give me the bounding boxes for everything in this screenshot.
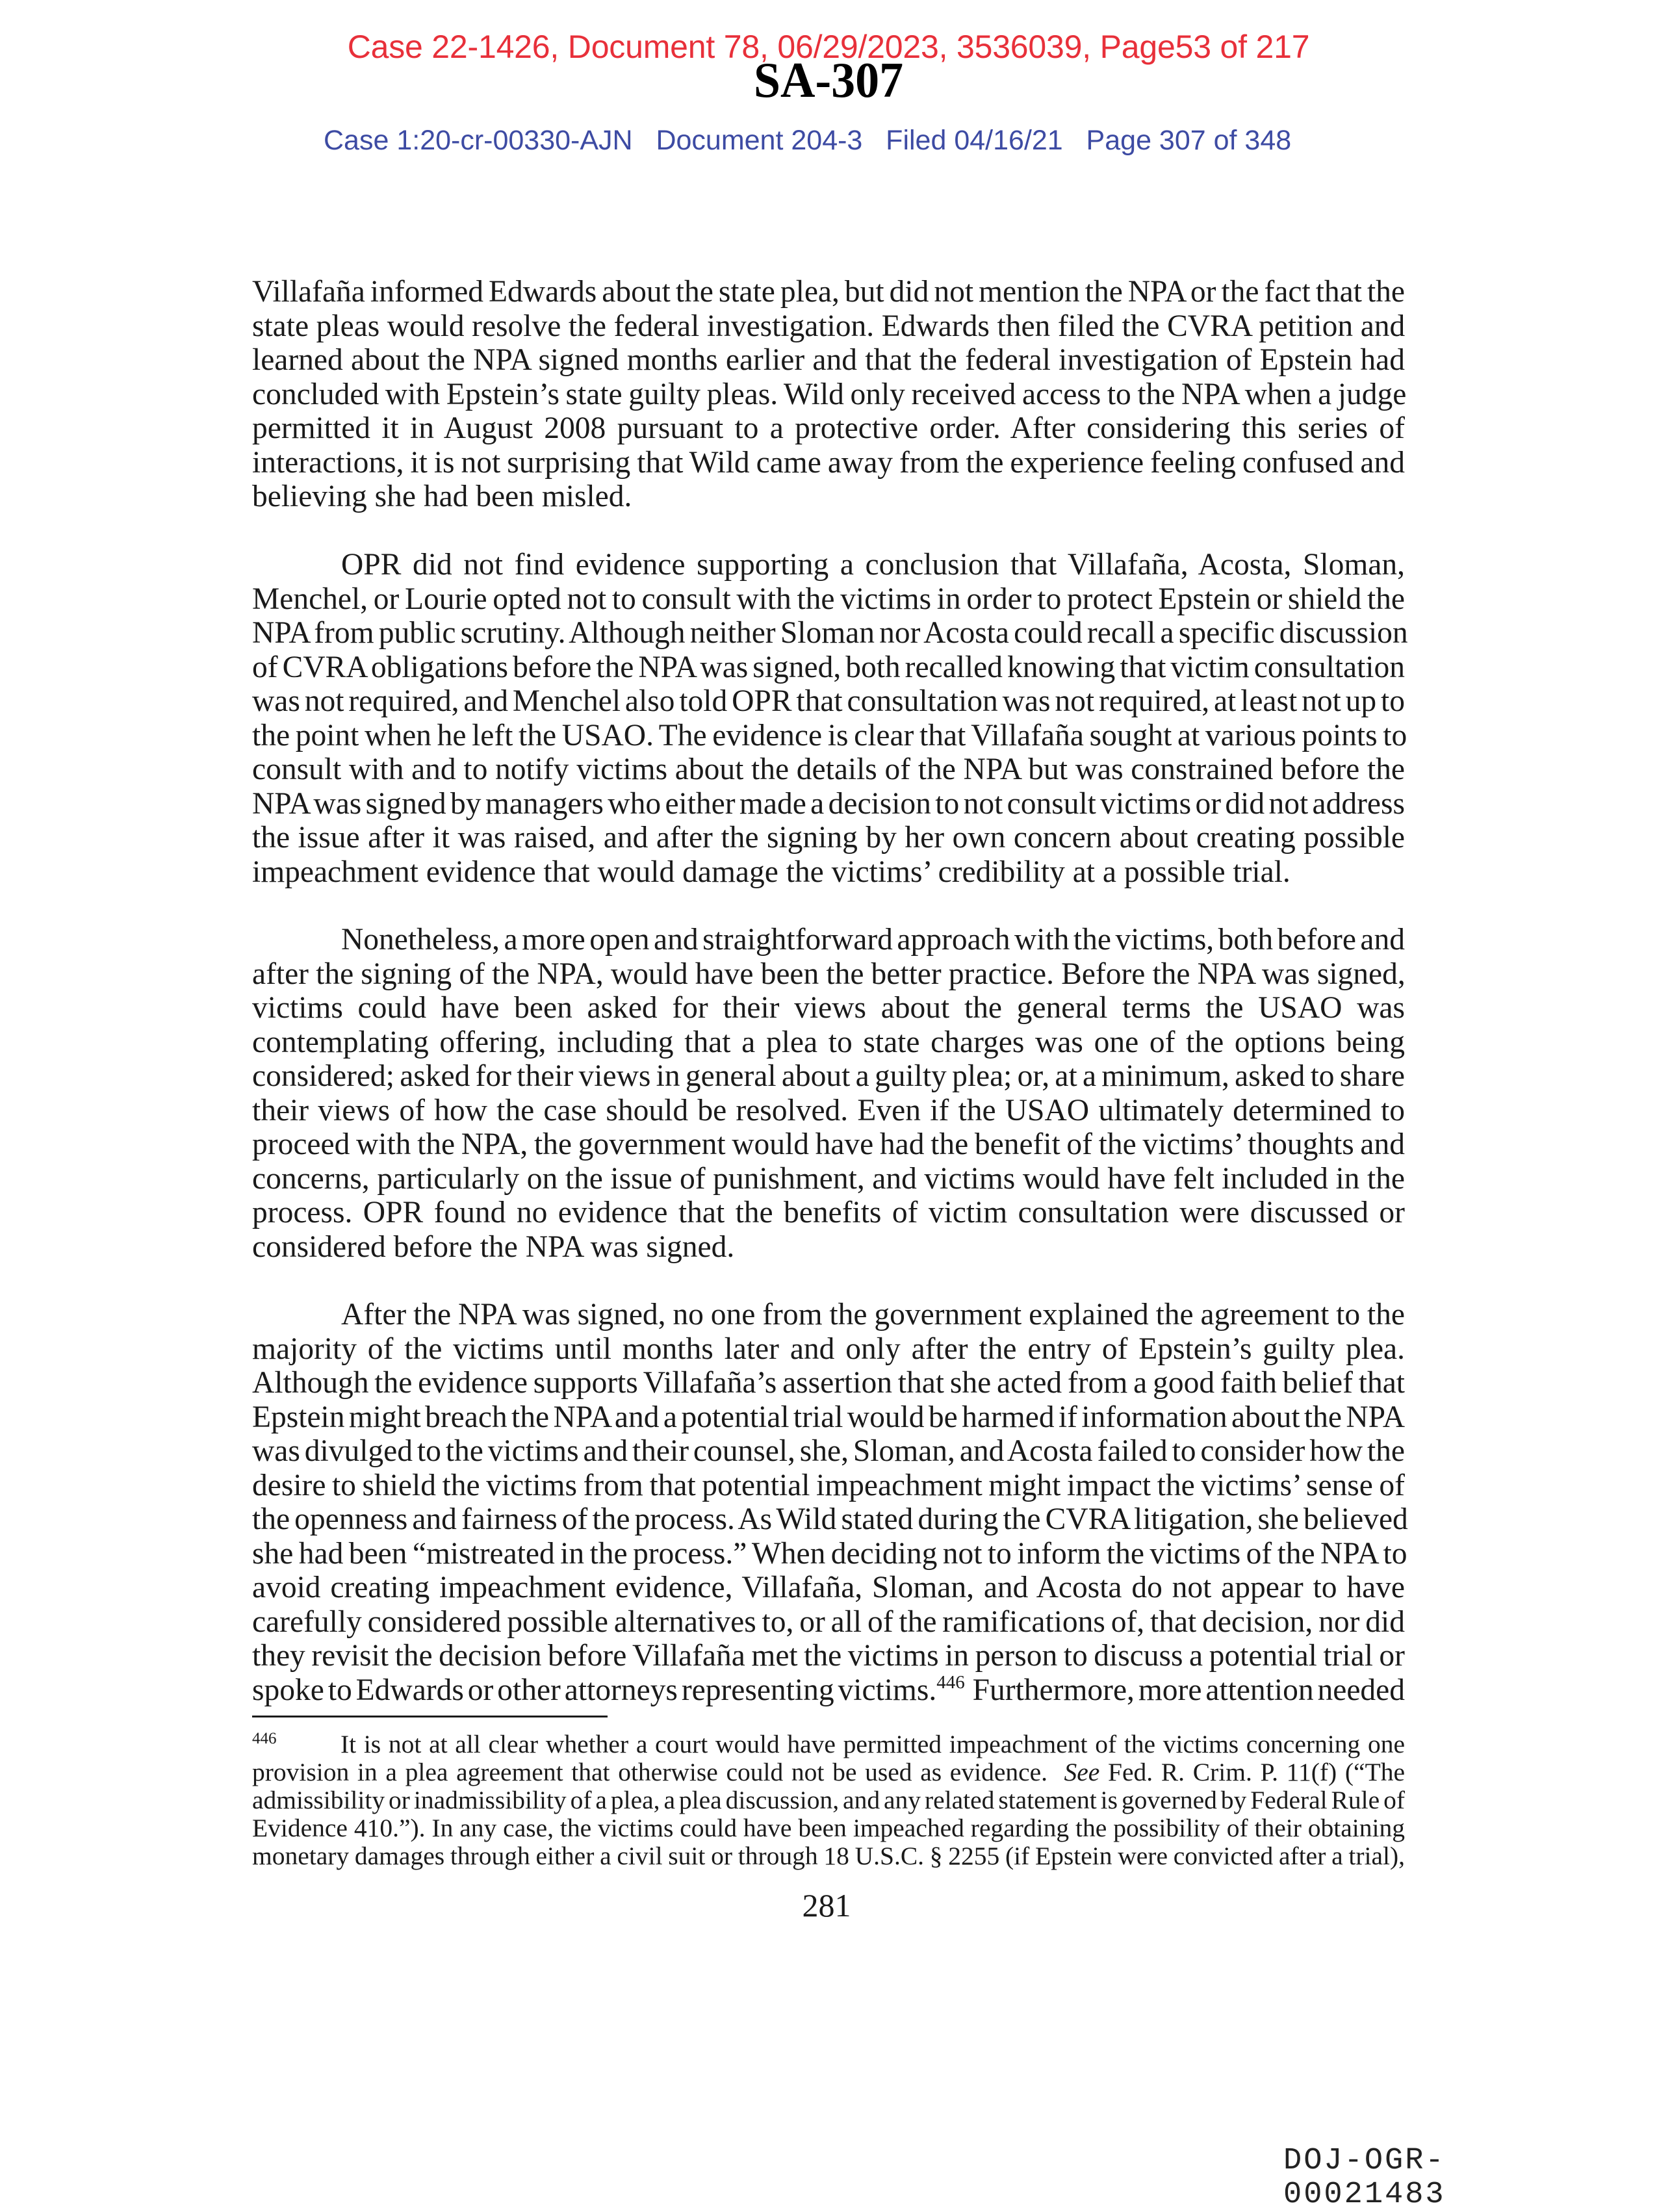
text-line: was not required, and Menchel also told OPR that consultation was not required, at least not up to: [252, 684, 1405, 718]
paragraph: [252, 275, 1405, 514]
text-line: Menchel, or Lourie opted not to consult with the victims in order to protect Epstein or shield the: [252, 582, 1405, 616]
text-line: majority of the victims until months later and only after the entry of Epstein’s guilty plea.: [252, 1331, 1405, 1366]
text-line: concerns, particularly on the issue of punishment, and victims would have felt included in the: [252, 1161, 1405, 1196]
footnote-separator: [252, 1716, 608, 1717]
text-line: concluded with Epstein’s state guilty pleas. Wild only received access to the NPA when a judge: [252, 377, 1407, 411]
text-line: contemplating offering, including that a plea to state charges was one of the options being: [252, 1025, 1405, 1059]
text-segment: It is not at all clear whether a court would have permitted impeachment of the victims concerning one: [340, 1730, 1405, 1758]
text-line: their views of how the case should be resolved. Even if the USAO ultimately determined to: [252, 1093, 1405, 1127]
text-line: Nonetheless, a more open and straightforward approach with the victims, both before and: [341, 923, 1405, 957]
text-line: the point when he left the USAO. The evidence is clear that Villafaña sought at various points to: [252, 718, 1407, 752]
text-line: of CVRA obligations before the NPA was signed, both recalled knowing that victim consultation: [252, 650, 1405, 684]
footnote-reference[interactable]: 446: [936, 1671, 965, 1693]
text-line: process. OPR found no evidence that the benefits of victim consultation were discussed or: [252, 1196, 1405, 1229]
footnote-line: admissibility or inadmissibility of a plea, a plea discussion, and any related statement is governed by Federal Rule of: [252, 1786, 1405, 1814]
text-line: believing she had been misled.: [252, 480, 632, 513]
text-line: they revisit the decision before Villafaña met the victims in person to discuss a potential trial or: [252, 1639, 1405, 1673]
footnote-line: Evidence 410.”). In any case, the victims could have been impeached regarding the possibility of their obtaining: [252, 1814, 1405, 1842]
text-segment: provision in a plea agreement that otherwise could not be used as evidence.: [252, 1758, 1064, 1786]
text-line: after the signing of the NPA, would have been the better practice. Before the NPA was signed,: [252, 957, 1406, 991]
footnote-line: 446 It is not at all clear whether a court would have permitted impeachment of the victims concerning one: [252, 1730, 1405, 1758]
text-segment: spoke to Edwards or other attorneys representing victims.: [252, 1673, 937, 1707]
appendix-page-label: SA-307: [753, 52, 904, 109]
text-line: Epstein might breach the NPA and a potential trial would be harmed if information about the NPA: [252, 1400, 1405, 1434]
paragraph: [252, 548, 1408, 889]
text-line: learned about the NPA signed months earlier and that the federal investigation of Epstein had: [252, 343, 1405, 377]
paragraph: [252, 1298, 1408, 1707]
footnote-line: monetary damages through either a civil suit or through 18 U.S.C. § 2255 (if Epstein were convicted after a trial),: [252, 1842, 1405, 1870]
text-line: NPA was signed by managers who either made a decision to not consult victims or did not address: [252, 786, 1405, 821]
text-line: impeachment evidence that would damage the victims’ credibility at a possible trial.: [252, 855, 1291, 889]
paragraph: [252, 923, 1405, 1264]
district-case-stamp: Case 1:20-cr-00330-AJN Document 204-3 Filed 04/16/21 Page 307 of 348: [324, 125, 1292, 156]
text-line: NPA from public scrutiny. Although neither Sloman nor Acosta could recall a specific discussion: [252, 616, 1408, 650]
page-number: 281: [802, 1887, 851, 1923]
text-line: considered; asked for their views in general about a guilty plea; or, at a minimum, asked to share: [252, 1059, 1405, 1093]
text-line: proceed with the NPA, the government would have had the benefit of the victims’ thoughts and: [252, 1127, 1405, 1161]
appellate-case-stamp: Case 22-1426, Document 78, 06/29/2023, 3536039, Page53 of 217: [347, 29, 1310, 65]
text-line: Villafaña informed Edwards about the state plea, but did not mention the NPA or the fact that the: [252, 275, 1405, 309]
text-line: the issue after it was raised, and after the signing by her own concern about creating possible: [252, 821, 1405, 855]
text-line: consult with and to notify victims about the details of the NPA but was constrained before the: [252, 752, 1405, 786]
text-line: considered before the NPA was signed.: [252, 1229, 735, 1264]
text-line: OPR did not find evidence supporting a conclusion that Villafaña, Acosta, Sloman,: [341, 548, 1405, 582]
text-segment: Furthermore, more attention needed: [964, 1673, 1405, 1707]
text-line: avoid creating impeachment evidence, Villafaña, Sloman, and Acosta do not appear to have: [252, 1571, 1405, 1604]
bates-number: DOJ-OGR-00021483: [1283, 2144, 1446, 2212]
text-line: [252, 1673, 1405, 1708]
text-line: desire to shield the victims from that potential impeachment might impact the victims’ sense of: [252, 1468, 1405, 1502]
text-line: carefully considered possible alternatives to, or all of the ramifications of, that decision, nor did: [252, 1604, 1405, 1639]
text-line: interactions, it is not surprising that Wild came away from the experience feeling confused and: [252, 445, 1405, 480]
text-line: victims could have been asked for their views about the general terms the USAO was: [252, 991, 1405, 1025]
text-line: was divulged to the victims and their counsel, she, Sloman, and Acosta failed to consider how the: [252, 1434, 1405, 1468]
text-line: permitted it in August 2008 pursuant to a protective order. After considering this series of: [252, 411, 1405, 445]
footnote-line: [252, 1758, 1405, 1786]
citation-signal: See: [1064, 1758, 1100, 1786]
footnote-446: [252, 1730, 1405, 1870]
text-line: After the NPA was signed, no one from the government explained the agreement to the: [341, 1298, 1405, 1331]
text-segment: Fed. R. Crim. P. 11(f) (“The: [1099, 1758, 1405, 1786]
text-line: the openness and fairness of the process. As Wild stated during the CVRA litigation, she believed: [252, 1502, 1408, 1536]
text-line: Although the evidence supports Villafaña’s assertion that she acted from a good faith belief that: [252, 1366, 1405, 1400]
text-line: state pleas would resolve the federal investigation. Edwards then filed the CVRA petition and: [252, 309, 1406, 343]
text-line: she had been “mistreated in the process.” When deciding not to inform the victims of the NPA to: [252, 1536, 1407, 1571]
